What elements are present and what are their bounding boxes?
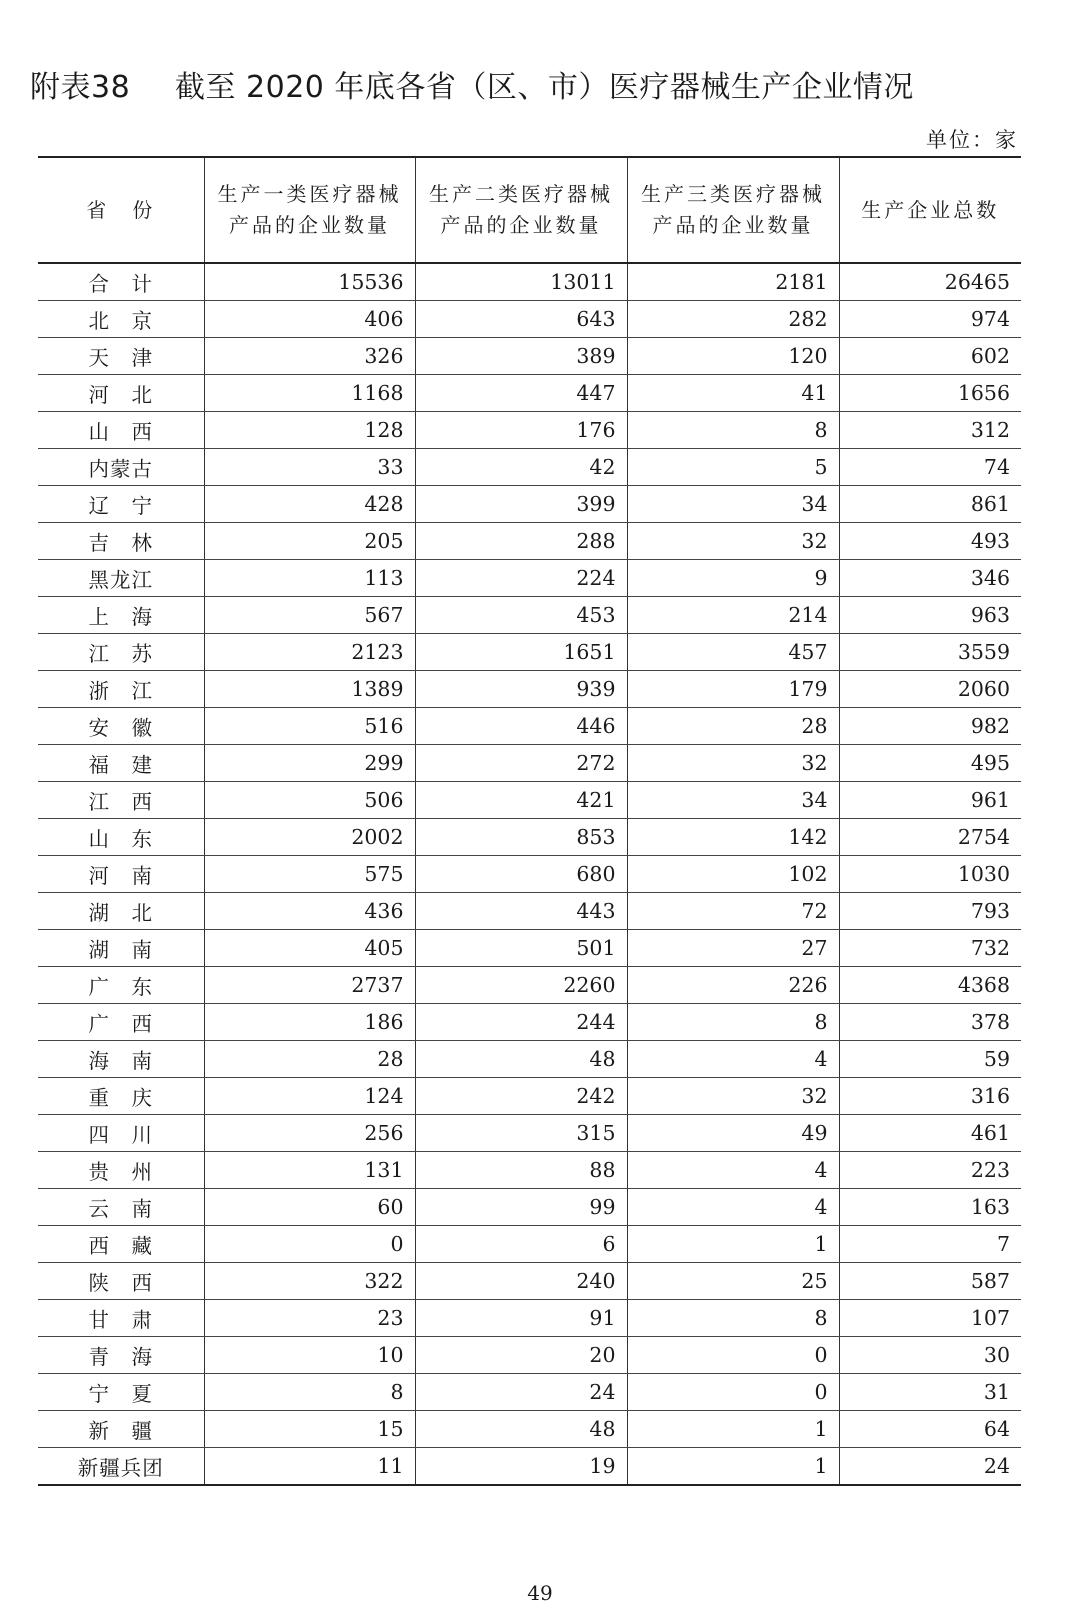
cell-class1-count: 124 — [204, 1078, 415, 1115]
table-row — [38, 1078, 1021, 1115]
cell-class3-count: 32 — [627, 1078, 839, 1115]
cell-class3-count: 27 — [627, 930, 839, 967]
cell-total-count: 26465 — [839, 263, 1021, 301]
cell-total-count: 793 — [839, 893, 1021, 930]
table-row — [38, 301, 1021, 338]
header-row — [38, 157, 1021, 263]
cell-province: 海 南 — [38, 1041, 204, 1078]
table-row — [38, 375, 1021, 412]
cell-class2-count: 446 — [415, 708, 627, 745]
cell-total-count: 1030 — [839, 856, 1021, 893]
cell-total-count: 2754 — [839, 819, 1021, 856]
table-number: 附表38 — [30, 70, 131, 105]
cell-province: 上 海 — [38, 597, 204, 634]
cell-province: 广 西 — [38, 1004, 204, 1041]
cell-class1-count: 8 — [204, 1374, 415, 1411]
cell-class1-count: 436 — [204, 893, 415, 930]
table-row — [38, 671, 1021, 708]
cell-total-count: 7 — [839, 1226, 1021, 1263]
cell-total-count: 982 — [839, 708, 1021, 745]
cell-class1-count: 0 — [204, 1226, 415, 1263]
cell-class2-count: 288 — [415, 523, 627, 560]
table-row — [38, 1300, 1021, 1337]
table-title — [30, 62, 914, 106]
cell-class1-count: 326 — [204, 338, 415, 375]
header-total: 生产企业总数 — [839, 157, 1021, 263]
cell-province: 新 疆 — [38, 1411, 204, 1448]
cell-total-count: 961 — [839, 782, 1021, 819]
cell-total-count: 24 — [839, 1448, 1021, 1486]
cell-class1-count: 113 — [204, 560, 415, 597]
table-row — [38, 1189, 1021, 1226]
cell-class2-count: 501 — [415, 930, 627, 967]
cell-province: 陕 西 — [38, 1263, 204, 1300]
cell-province: 福 建 — [38, 745, 204, 782]
cell-class2-count: 176 — [415, 412, 627, 449]
cell-class3-count: 1 — [627, 1448, 839, 1486]
cell-class3-count: 72 — [627, 893, 839, 930]
cell-province: 浙 江 — [38, 671, 204, 708]
cell-province: 吉 林 — [38, 523, 204, 560]
header-class3: 生产三类医疗器械产品的企业数量 — [627, 157, 839, 263]
cell-class2-count: 13011 — [415, 263, 627, 301]
cell-total-count: 861 — [839, 486, 1021, 523]
header-class2: 生产二类医疗器械产品的企业数量 — [415, 157, 627, 263]
cell-class1-count: 33 — [204, 449, 415, 486]
cell-class2-count: 99 — [415, 1189, 627, 1226]
cell-total-count: 732 — [839, 930, 1021, 967]
table-row — [38, 597, 1021, 634]
cell-class2-count: 20 — [415, 1337, 627, 1374]
cell-total-count: 312 — [839, 412, 1021, 449]
cell-province: 安 徽 — [38, 708, 204, 745]
table-row — [38, 1448, 1021, 1486]
cell-class2-count: 399 — [415, 486, 627, 523]
cell-province: 重 庆 — [38, 1078, 204, 1115]
table-row — [38, 819, 1021, 856]
data-table — [38, 156, 1021, 1486]
cell-class3-count: 32 — [627, 523, 839, 560]
header-province: 省 份 — [38, 157, 204, 263]
table-body — [38, 263, 1021, 1485]
table-row — [38, 856, 1021, 893]
cell-class2-count: 48 — [415, 1041, 627, 1078]
cell-total-count: 378 — [839, 1004, 1021, 1041]
cell-province: 合 计 — [38, 263, 204, 301]
cell-class3-count: 179 — [627, 671, 839, 708]
cell-class3-count: 25 — [627, 1263, 839, 1300]
cell-class1-count: 60 — [204, 1189, 415, 1226]
cell-class2-count: 443 — [415, 893, 627, 930]
cell-total-count: 346 — [839, 560, 1021, 597]
cell-class3-count: 4 — [627, 1041, 839, 1078]
cell-province: 山 东 — [38, 819, 204, 856]
cell-class1-count: 506 — [204, 782, 415, 819]
cell-total-count: 963 — [839, 597, 1021, 634]
cell-total-count: 59 — [839, 1041, 1021, 1078]
cell-total-count: 587 — [839, 1263, 1021, 1300]
cell-class1-count: 405 — [204, 930, 415, 967]
table-row — [38, 782, 1021, 819]
cell-class2-count: 643 — [415, 301, 627, 338]
page-number: 49 — [527, 1581, 553, 1605]
cell-class1-count: 28 — [204, 1041, 415, 1078]
cell-province: 黑龙江 — [38, 560, 204, 597]
cell-class3-count: 5 — [627, 449, 839, 486]
cell-province: 江 西 — [38, 782, 204, 819]
cell-province: 新疆兵团 — [38, 1448, 204, 1486]
cell-class3-count: 1 — [627, 1226, 839, 1263]
cell-class2-count: 240 — [415, 1263, 627, 1300]
table-row — [38, 263, 1021, 301]
cell-class1-count: 186 — [204, 1004, 415, 1041]
header-class1: 生产一类医疗器械产品的企业数量 — [204, 157, 415, 263]
cell-class1-count: 2002 — [204, 819, 415, 856]
table-row — [38, 1115, 1021, 1152]
cell-class2-count: 24 — [415, 1374, 627, 1411]
cell-class1-count: 2123 — [204, 634, 415, 671]
cell-class3-count: 32 — [627, 745, 839, 782]
cell-total-count: 974 — [839, 301, 1021, 338]
table-row — [38, 893, 1021, 930]
cell-class2-count: 19 — [415, 1448, 627, 1486]
cell-total-count: 64 — [839, 1411, 1021, 1448]
cell-class3-count: 457 — [627, 634, 839, 671]
cell-province: 青 海 — [38, 1337, 204, 1374]
cell-total-count: 495 — [839, 745, 1021, 782]
cell-class3-count: 1 — [627, 1411, 839, 1448]
cell-class1-count: 428 — [204, 486, 415, 523]
cell-total-count: 31 — [839, 1374, 1021, 1411]
table-caption: 截至 2020 年底各省（区、市）医疗器械生产企业情况 — [175, 70, 914, 105]
cell-class3-count: 4 — [627, 1189, 839, 1226]
cell-class1-count: 23 — [204, 1300, 415, 1337]
cell-total-count: 461 — [839, 1115, 1021, 1152]
cell-class1-count: 131 — [204, 1152, 415, 1189]
table-row — [38, 1004, 1021, 1041]
cell-province: 北 京 — [38, 301, 204, 338]
cell-province: 甘 肃 — [38, 1300, 204, 1337]
cell-province: 湖 南 — [38, 930, 204, 967]
cell-total-count: 2060 — [839, 671, 1021, 708]
table-row — [38, 708, 1021, 745]
cell-class3-count: 8 — [627, 412, 839, 449]
table-row — [38, 560, 1021, 597]
table-row — [38, 1263, 1021, 1300]
cell-class3-count: 0 — [627, 1337, 839, 1374]
cell-class2-count: 272 — [415, 745, 627, 782]
table-row — [38, 412, 1021, 449]
cell-province: 宁 夏 — [38, 1374, 204, 1411]
cell-class2-count: 389 — [415, 338, 627, 375]
cell-class3-count: 34 — [627, 782, 839, 819]
cell-total-count: 1656 — [839, 375, 1021, 412]
cell-total-count: 316 — [839, 1078, 1021, 1115]
cell-class3-count: 142 — [627, 819, 839, 856]
cell-class3-count: 9 — [627, 560, 839, 597]
cell-class1-count: 1389 — [204, 671, 415, 708]
cell-class3-count: 120 — [627, 338, 839, 375]
cell-province: 河 南 — [38, 856, 204, 893]
cell-class1-count: 11 — [204, 1448, 415, 1486]
cell-total-count: 163 — [839, 1189, 1021, 1226]
table-row — [38, 1041, 1021, 1078]
cell-class1-count: 205 — [204, 523, 415, 560]
cell-class2-count: 421 — [415, 782, 627, 819]
cell-class1-count: 299 — [204, 745, 415, 782]
cell-province: 广 东 — [38, 967, 204, 1004]
cell-class1-count: 256 — [204, 1115, 415, 1152]
cell-class1-count: 575 — [204, 856, 415, 893]
cell-class3-count: 214 — [627, 597, 839, 634]
cell-class3-count: 41 — [627, 375, 839, 412]
table-row — [38, 523, 1021, 560]
cell-class2-count: 6 — [415, 1226, 627, 1263]
table-row — [38, 967, 1021, 1004]
cell-class1-count: 2737 — [204, 967, 415, 1004]
cell-class3-count: 34 — [627, 486, 839, 523]
cell-class2-count: 244 — [415, 1004, 627, 1041]
cell-class3-count: 8 — [627, 1004, 839, 1041]
cell-province: 内蒙古 — [38, 449, 204, 486]
cell-class2-count: 42 — [415, 449, 627, 486]
cell-class1-count: 406 — [204, 301, 415, 338]
cell-class1-count: 15536 — [204, 263, 415, 301]
cell-class2-count: 447 — [415, 375, 627, 412]
table-row — [38, 1374, 1021, 1411]
cell-province: 山 西 — [38, 412, 204, 449]
cell-total-count: 493 — [839, 523, 1021, 560]
cell-total-count: 30 — [839, 1337, 1021, 1374]
cell-class3-count: 28 — [627, 708, 839, 745]
cell-total-count: 4368 — [839, 967, 1021, 1004]
cell-province: 天 津 — [38, 338, 204, 375]
cell-class2-count: 224 — [415, 560, 627, 597]
cell-class1-count: 128 — [204, 412, 415, 449]
cell-class3-count: 0 — [627, 1374, 839, 1411]
cell-class2-count: 88 — [415, 1152, 627, 1189]
table-row — [38, 1226, 1021, 1263]
cell-province: 西 藏 — [38, 1226, 204, 1263]
cell-province: 湖 北 — [38, 893, 204, 930]
cell-class3-count: 8 — [627, 1300, 839, 1337]
table-row — [38, 745, 1021, 782]
cell-class1-count: 1168 — [204, 375, 415, 412]
cell-class2-count: 91 — [415, 1300, 627, 1337]
cell-total-count: 223 — [839, 1152, 1021, 1189]
cell-class2-count: 315 — [415, 1115, 627, 1152]
cell-province: 四 川 — [38, 1115, 204, 1152]
cell-province: 辽 宁 — [38, 486, 204, 523]
cell-total-count: 3559 — [839, 634, 1021, 671]
table-row — [38, 486, 1021, 523]
cell-total-count: 107 — [839, 1300, 1021, 1337]
table-row — [38, 1152, 1021, 1189]
cell-class1-count: 567 — [204, 597, 415, 634]
cell-class3-count: 49 — [627, 1115, 839, 1152]
cell-total-count: 602 — [839, 338, 1021, 375]
cell-province: 江 苏 — [38, 634, 204, 671]
cell-class2-count: 1651 — [415, 634, 627, 671]
cell-total-count: 74 — [839, 449, 1021, 486]
cell-province: 河 北 — [38, 375, 204, 412]
cell-province: 贵 州 — [38, 1152, 204, 1189]
cell-class2-count: 453 — [415, 597, 627, 634]
unit-note: 单位：家 — [926, 128, 1018, 152]
cell-class2-count: 680 — [415, 856, 627, 893]
table-row — [38, 1337, 1021, 1374]
table-row — [38, 449, 1021, 486]
cell-class2-count: 853 — [415, 819, 627, 856]
cell-class2-count: 48 — [415, 1411, 627, 1448]
cell-class3-count: 4 — [627, 1152, 839, 1189]
cell-class1-count: 10 — [204, 1337, 415, 1374]
cell-class3-count: 282 — [627, 301, 839, 338]
cell-province: 云 南 — [38, 1189, 204, 1226]
cell-class1-count: 15 — [204, 1411, 415, 1448]
cell-class2-count: 939 — [415, 671, 627, 708]
table-row — [38, 930, 1021, 967]
cell-class3-count: 2181 — [627, 263, 839, 301]
cell-class1-count: 322 — [204, 1263, 415, 1300]
cell-class3-count: 102 — [627, 856, 839, 893]
cell-class2-count: 242 — [415, 1078, 627, 1115]
table-row — [38, 1411, 1021, 1448]
table-row — [38, 338, 1021, 375]
cell-class3-count: 226 — [627, 967, 839, 1004]
cell-class1-count: 516 — [204, 708, 415, 745]
table-row — [38, 634, 1021, 671]
cell-class2-count: 2260 — [415, 967, 627, 1004]
